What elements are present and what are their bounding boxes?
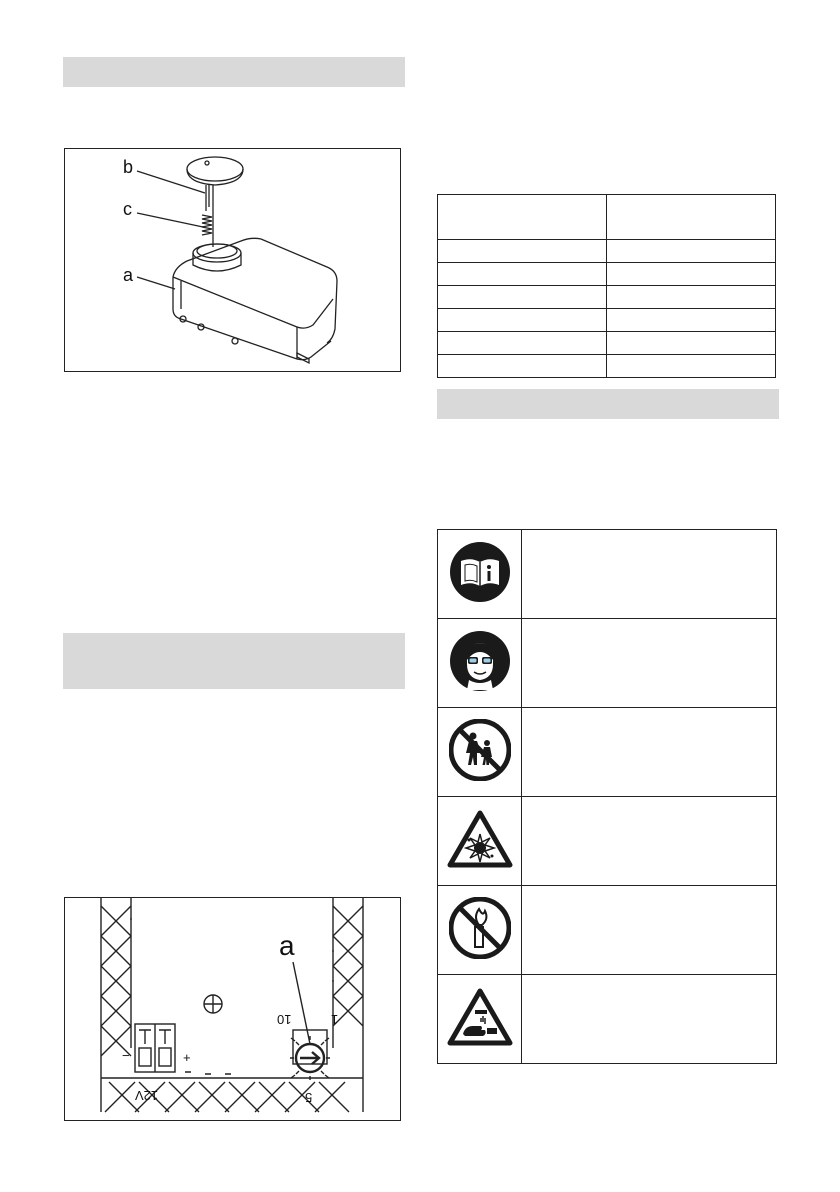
terminal-minus-label: − <box>122 1048 130 1063</box>
table-row <box>438 355 776 378</box>
symbol-row <box>438 619 777 708</box>
dial-label-5: 5 <box>305 1090 313 1105</box>
corrosive-warning-icon <box>447 988 513 1046</box>
table-row <box>438 263 776 286</box>
section-heading-bar <box>63 57 405 87</box>
label-b: b <box>123 157 134 177</box>
table-row <box>438 309 776 332</box>
symbol-row <box>438 530 777 619</box>
symbol-row <box>438 708 777 797</box>
spec-table <box>437 194 776 378</box>
control-board-drawing <box>65 898 400 1120</box>
section-heading-bar-2 <box>63 633 405 689</box>
terminal-plus-label: + <box>183 1050 191 1065</box>
symbol-row <box>438 886 777 975</box>
safety-symbols-table <box>437 529 777 1064</box>
read-manual-icon <box>449 541 511 603</box>
symbol-row <box>438 797 777 886</box>
label-c: c <box>123 199 132 219</box>
table-row <box>438 332 776 355</box>
keep-children-away-icon <box>449 719 511 781</box>
label-a: a <box>123 265 134 285</box>
table-row <box>438 195 776 240</box>
board-label-a: a <box>279 930 295 961</box>
no-fire-no-smoking-icon <box>449 897 511 959</box>
wear-eye-protection-icon <box>449 630 511 692</box>
control-board-figure <box>64 897 401 1121</box>
tank-figure <box>64 148 401 372</box>
dial-label-1: 1 <box>331 1012 339 1027</box>
voltage-label: 12V <box>135 1088 159 1103</box>
page-edge <box>0 1188 840 1192</box>
symbols-heading-bar <box>437 389 779 419</box>
symbol-row <box>438 975 777 1064</box>
table-row <box>438 286 776 309</box>
explosion-warning-icon <box>447 810 513 868</box>
table-row <box>438 240 776 263</box>
dial-label-10: 10 <box>277 1012 292 1027</box>
tank-drawing <box>65 149 400 371</box>
